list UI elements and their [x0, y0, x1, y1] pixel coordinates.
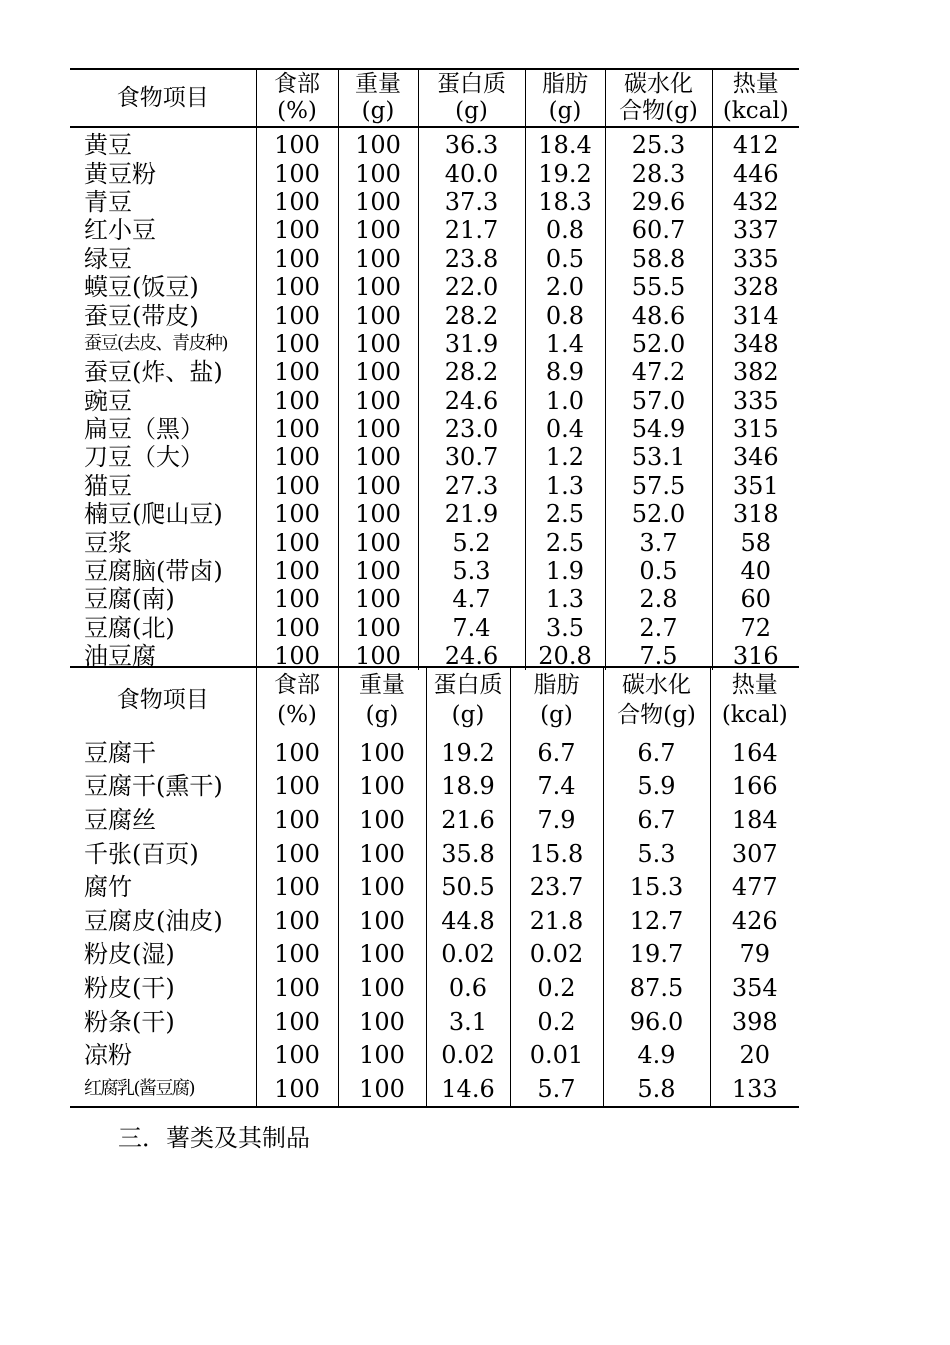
header-protein: 蛋白质 (g) — [426, 667, 510, 732]
weight-cell: 100 — [338, 870, 426, 904]
edible-portion-cell: 100 — [256, 500, 338, 528]
edible-portion-cell: 100 — [256, 1005, 338, 1039]
carbohydrate-cell: 5.3 — [603, 837, 710, 871]
calories-cell: 307 — [710, 837, 799, 871]
table-row — [70, 216, 799, 244]
calories-cell: 337 — [712, 216, 799, 244]
edible-portion-cell: 100 — [256, 358, 338, 386]
carbohydrate-cell: 12.7 — [603, 904, 710, 938]
table-row — [70, 732, 799, 770]
carbohydrate-cell: 5.9 — [603, 770, 710, 804]
food-name-cell: 红小豆 — [84, 216, 156, 245]
edible-portion-cell: 100 — [256, 837, 338, 871]
food-name-cell: 粉条(干) — [84, 1007, 175, 1036]
calories-cell: 60 — [712, 585, 799, 613]
carbohydrate-cell: 57.0 — [605, 387, 712, 415]
table-row — [70, 358, 799, 386]
protein-cell: 7.4 — [418, 614, 525, 642]
protein-cell: 44.8 — [426, 904, 510, 938]
fat-cell: 1.0 — [525, 387, 605, 415]
carbohydrate-cell: 0.5 — [605, 557, 712, 585]
table-body-legumes — [70, 127, 799, 670]
edible-portion-cell: 100 — [256, 732, 338, 770]
calories-cell: 412 — [712, 127, 799, 159]
table-row — [70, 301, 799, 329]
fat-cell: 1.2 — [525, 443, 605, 471]
food-name-cell: 豆腐干(熏干) — [84, 772, 223, 801]
table-row — [70, 904, 799, 938]
weight-cell: 100 — [338, 387, 418, 415]
edible-portion-cell: 100 — [256, 971, 338, 1005]
calories-cell: 20 — [710, 1038, 799, 1072]
weight-cell: 100 — [338, 837, 426, 871]
weight-cell: 100 — [338, 443, 418, 471]
edible-portion-cell: 100 — [256, 472, 338, 500]
weight-cell: 100 — [338, 330, 418, 358]
edible-portion-cell: 100 — [256, 159, 338, 187]
table-row — [70, 837, 799, 871]
edible-portion-cell: 100 — [256, 642, 338, 670]
fat-cell: 1.9 — [525, 557, 605, 585]
fat-cell: 1.3 — [525, 585, 605, 613]
edible-portion-cell: 100 — [256, 585, 338, 613]
food-name-cell: 粉皮(干) — [84, 973, 175, 1002]
food-name-cell: 扁豆（黑） — [84, 415, 204, 444]
weight-cell: 100 — [338, 557, 418, 585]
protein-cell: 30.7 — [418, 443, 525, 471]
weight-cell: 100 — [338, 1005, 426, 1039]
weight-cell: 100 — [338, 273, 418, 301]
weight-cell: 100 — [338, 415, 418, 443]
edible-portion-cell: 100 — [256, 870, 338, 904]
calories-cell: 314 — [712, 301, 799, 329]
weight-cell: 100 — [338, 904, 426, 938]
food-name-cell: 楠豆(爬山豆) — [84, 500, 223, 529]
food-name-cell: 豆腐(南) — [84, 585, 175, 614]
fat-cell: 20.8 — [525, 642, 605, 670]
edible-portion-cell: 100 — [256, 557, 338, 585]
protein-cell: 21.9 — [418, 500, 525, 528]
weight-cell: 100 — [338, 358, 418, 386]
fat-cell: 23.7 — [510, 870, 603, 904]
fat-cell: 7.9 — [510, 803, 603, 837]
table-row — [70, 188, 799, 216]
edible-portion-cell: 100 — [256, 1038, 338, 1072]
table-row — [70, 330, 799, 358]
edible-portion-cell: 100 — [256, 216, 338, 244]
edible-portion-cell: 100 — [256, 770, 338, 804]
calories-cell: 164 — [710, 732, 799, 770]
fat-cell: 1.3 — [525, 472, 605, 500]
edible-portion-cell: 100 — [256, 803, 338, 837]
header-carbohydrate: 碳水化 合物(g) — [605, 69, 712, 127]
carbohydrate-cell: 5.8 — [603, 1072, 710, 1107]
fat-cell: 18.4 — [525, 127, 605, 159]
carbohydrate-cell: 15.3 — [603, 870, 710, 904]
calories-cell: 184 — [710, 803, 799, 837]
food-name-cell: 豌豆 — [84, 386, 132, 415]
header-protein: 蛋白质 (g) — [418, 69, 525, 127]
table-row — [70, 500, 799, 528]
weight-cell: 100 — [338, 159, 418, 187]
calories-cell: 354 — [710, 971, 799, 1005]
edible-portion-cell: 100 — [256, 904, 338, 938]
table-row — [70, 938, 799, 972]
table-row — [70, 1005, 799, 1039]
carbohydrate-cell: 55.5 — [605, 273, 712, 301]
calories-cell: 426 — [710, 904, 799, 938]
table-row — [70, 614, 799, 642]
calories-cell: 133 — [710, 1072, 799, 1107]
carbohydrate-cell: 48.6 — [605, 301, 712, 329]
edible-portion-cell: 100 — [256, 614, 338, 642]
header-edible-portion: 食部 (%) — [256, 69, 338, 127]
table-row — [70, 803, 799, 837]
food-name-cell: 蚕豆(带皮) — [84, 301, 199, 330]
calories-cell: 335 — [712, 387, 799, 415]
food-name-cell: 千张(百页) — [84, 839, 199, 868]
fat-cell: 0.01 — [510, 1038, 603, 1072]
weight-cell: 100 — [338, 971, 426, 1005]
protein-cell: 0.02 — [426, 938, 510, 972]
protein-cell: 0.6 — [426, 971, 510, 1005]
protein-cell: 5.2 — [418, 528, 525, 556]
calories-cell: 398 — [710, 1005, 799, 1039]
protein-cell: 50.5 — [426, 870, 510, 904]
carbohydrate-cell: 6.7 — [603, 732, 710, 770]
table-row — [70, 1072, 799, 1107]
edible-portion-cell: 100 — [256, 301, 338, 329]
table-row — [70, 870, 799, 904]
food-name-cell: 粉皮(湿) — [84, 940, 175, 969]
calories-cell: 432 — [712, 188, 799, 216]
calories-cell: 316 — [712, 642, 799, 670]
food-name-cell: 黄豆粉 — [84, 159, 156, 188]
weight-cell: 100 — [338, 642, 418, 670]
protein-cell: 37.3 — [418, 188, 525, 216]
fat-cell: 0.4 — [525, 415, 605, 443]
weight-cell: 100 — [338, 500, 418, 528]
food-name-cell: 豆浆 — [84, 528, 132, 557]
header-calories: 热量 (kcal) — [710, 667, 799, 732]
food-name-cell: 红腐乳(酱豆腐) — [70, 1072, 256, 1107]
fat-cell: 21.8 — [510, 904, 603, 938]
calories-cell: 351 — [712, 472, 799, 500]
protein-cell: 24.6 — [418, 387, 525, 415]
weight-cell: 100 — [338, 245, 418, 273]
table-header-row — [70, 667, 799, 732]
calories-cell: 346 — [712, 443, 799, 471]
food-name-cell: 绿豆 — [84, 244, 132, 273]
header-weight: 重量 (g) — [338, 69, 418, 127]
table-row — [70, 387, 799, 415]
carbohydrate-cell: 96.0 — [603, 1005, 710, 1039]
carbohydrate-cell: 2.8 — [605, 585, 712, 613]
weight-cell: 100 — [338, 472, 418, 500]
fat-cell: 18.3 — [525, 188, 605, 216]
header-carbohydrate: 碳水化 合物(g) — [603, 667, 710, 732]
calories-cell: 477 — [710, 870, 799, 904]
fat-cell: 0.8 — [525, 301, 605, 329]
fat-cell: 2.5 — [525, 500, 605, 528]
fat-cell: 15.8 — [510, 837, 603, 871]
carbohydrate-cell: 7.5 — [605, 642, 712, 670]
food-name-cell: 豆腐(北) — [84, 613, 175, 642]
calories-cell: 72 — [712, 614, 799, 642]
protein-cell: 23.8 — [418, 245, 525, 273]
weight-cell: 100 — [338, 1072, 426, 1107]
protein-cell: 22.0 — [418, 273, 525, 301]
carbohydrate-cell: 53.1 — [605, 443, 712, 471]
carbohydrate-cell: 58.8 — [605, 245, 712, 273]
fat-cell: 2.0 — [525, 273, 605, 301]
protein-cell: 24.6 — [418, 642, 525, 670]
fat-cell: 2.5 — [525, 528, 605, 556]
header-edible-portion: 食部 (%) — [256, 667, 338, 732]
table-row — [70, 528, 799, 556]
food-name-cell: 黄豆 — [84, 131, 132, 160]
fat-cell: 1.4 — [525, 330, 605, 358]
carbohydrate-cell: 47.2 — [605, 358, 712, 386]
edible-portion-cell: 100 — [256, 127, 338, 159]
edible-portion-cell: 100 — [256, 387, 338, 415]
fat-cell: 6.7 — [510, 732, 603, 770]
edible-portion-cell: 100 — [256, 528, 338, 556]
calories-cell: 318 — [712, 500, 799, 528]
fat-cell: 3.5 — [525, 614, 605, 642]
table-row — [70, 127, 799, 159]
edible-portion-cell: 100 — [256, 330, 338, 358]
fat-cell: 0.02 — [510, 938, 603, 972]
food-name-cell: 刀豆（大） — [84, 443, 204, 472]
carbohydrate-cell: 52.0 — [605, 500, 712, 528]
protein-cell: 23.0 — [418, 415, 525, 443]
protein-cell: 19.2 — [426, 732, 510, 770]
carbohydrate-cell: 87.5 — [603, 971, 710, 1005]
table-row — [70, 472, 799, 500]
carbohydrate-cell: 60.7 — [605, 216, 712, 244]
calories-cell: 446 — [712, 159, 799, 187]
edible-portion-cell: 100 — [256, 415, 338, 443]
food-name-cell: 油豆腐 — [84, 642, 156, 671]
weight-cell: 100 — [338, 301, 418, 329]
weight-cell: 100 — [338, 803, 426, 837]
food-name-cell: 豆腐皮(油皮) — [84, 906, 223, 935]
carbohydrate-cell: 28.3 — [605, 159, 712, 187]
weight-cell: 100 — [338, 732, 426, 770]
table-header-row — [70, 69, 799, 127]
fat-cell: 19.2 — [525, 159, 605, 187]
weight-cell: 100 — [338, 938, 426, 972]
edible-portion-cell: 100 — [256, 938, 338, 972]
weight-cell: 100 — [338, 188, 418, 216]
section-heading: 三．薯类及其制品 — [118, 1124, 310, 1152]
fat-cell: 0.2 — [510, 971, 603, 1005]
protein-cell: 4.7 — [418, 585, 525, 613]
table-row — [70, 557, 799, 585]
calories-cell: 315 — [712, 415, 799, 443]
food-name-cell: 蟆豆(饭豆) — [84, 273, 199, 302]
nutrition-table-legumes — [70, 68, 799, 670]
food-name-cell: 豆腐丝 — [84, 805, 156, 834]
calories-cell: 335 — [712, 245, 799, 273]
header-fat: 脂肪 (g) — [525, 69, 605, 127]
protein-cell: 27.3 — [418, 472, 525, 500]
header-food-item: 食物项目 — [70, 667, 256, 732]
carbohydrate-cell: 6.7 — [603, 803, 710, 837]
nutrition-table-soy-products — [70, 666, 799, 1108]
table-row — [70, 443, 799, 471]
edible-portion-cell: 100 — [256, 1072, 338, 1107]
protein-cell: 35.8 — [426, 837, 510, 871]
weight-cell: 100 — [338, 770, 426, 804]
header-fat: 脂肪 (g) — [510, 667, 603, 732]
calories-cell: 382 — [712, 358, 799, 386]
carbohydrate-cell: 25.3 — [605, 127, 712, 159]
carbohydrate-cell: 4.9 — [603, 1038, 710, 1072]
fat-cell: 0.8 — [525, 216, 605, 244]
protein-cell: 21.7 — [418, 216, 525, 244]
protein-cell: 5.3 — [418, 557, 525, 585]
calories-cell: 348 — [712, 330, 799, 358]
protein-cell: 14.6 — [426, 1072, 510, 1107]
carbohydrate-cell: 57.5 — [605, 472, 712, 500]
food-name-cell: 豆腐脑(带卤) — [84, 557, 223, 586]
food-name-cell: 蚕豆(炸、盐) — [84, 358, 223, 387]
weight-cell: 100 — [338, 1038, 426, 1072]
calories-cell: 166 — [710, 770, 799, 804]
carbohydrate-cell: 3.7 — [605, 528, 712, 556]
calories-cell: 79 — [710, 938, 799, 972]
edible-portion-cell: 100 — [256, 188, 338, 216]
fat-cell: 5.7 — [510, 1072, 603, 1107]
table-row — [70, 159, 799, 187]
table-row — [70, 415, 799, 443]
food-name-cell: 猫豆 — [84, 471, 132, 500]
carbohydrate-cell: 52.0 — [605, 330, 712, 358]
table-row — [70, 1038, 799, 1072]
header-food-item: 食物项目 — [70, 69, 256, 127]
calories-cell: 58 — [712, 528, 799, 556]
food-name-cell: 腐竹 — [84, 873, 132, 902]
carbohydrate-cell: 54.9 — [605, 415, 712, 443]
edible-portion-cell: 100 — [256, 245, 338, 273]
edible-portion-cell: 100 — [256, 443, 338, 471]
food-name-cell: 蚕豆(去皮、青皮种) — [84, 332, 228, 354]
food-name-cell: 凉粉 — [84, 1041, 132, 1070]
protein-cell: 18.9 — [426, 770, 510, 804]
table-row — [70, 273, 799, 301]
weight-cell: 100 — [338, 585, 418, 613]
table-body-soy-products — [70, 732, 799, 1107]
table-row — [70, 770, 799, 804]
protein-cell: 28.2 — [418, 358, 525, 386]
carbohydrate-cell: 29.6 — [605, 188, 712, 216]
carbohydrate-cell: 2.7 — [605, 614, 712, 642]
protein-cell: 21.6 — [426, 803, 510, 837]
protein-cell: 40.0 — [418, 159, 525, 187]
weight-cell: 100 — [338, 614, 418, 642]
protein-cell: 31.9 — [418, 330, 525, 358]
calories-cell: 328 — [712, 273, 799, 301]
calories-cell: 40 — [712, 557, 799, 585]
fat-cell: 0.2 — [510, 1005, 603, 1039]
protein-cell: 3.1 — [426, 1005, 510, 1039]
carbohydrate-cell: 19.7 — [603, 938, 710, 972]
fat-cell: 0.5 — [525, 245, 605, 273]
fat-cell: 7.4 — [510, 770, 603, 804]
weight-cell: 100 — [338, 216, 418, 244]
protein-cell: 28.2 — [418, 301, 525, 329]
fat-cell: 8.9 — [525, 358, 605, 386]
weight-cell: 100 — [338, 127, 418, 159]
header-weight: 重量 (g) — [338, 667, 426, 732]
edible-portion-cell: 100 — [256, 273, 338, 301]
protein-cell: 36.3 — [418, 127, 525, 159]
table-row — [70, 971, 799, 1005]
weight-cell: 100 — [338, 528, 418, 556]
table-row — [70, 585, 799, 613]
protein-cell: 0.02 — [426, 1038, 510, 1072]
header-calories: 热量 (kcal) — [712, 69, 799, 127]
food-name-cell: 青豆 — [84, 187, 132, 216]
food-name-cell: 豆腐干 — [84, 738, 156, 767]
table-row — [70, 245, 799, 273]
